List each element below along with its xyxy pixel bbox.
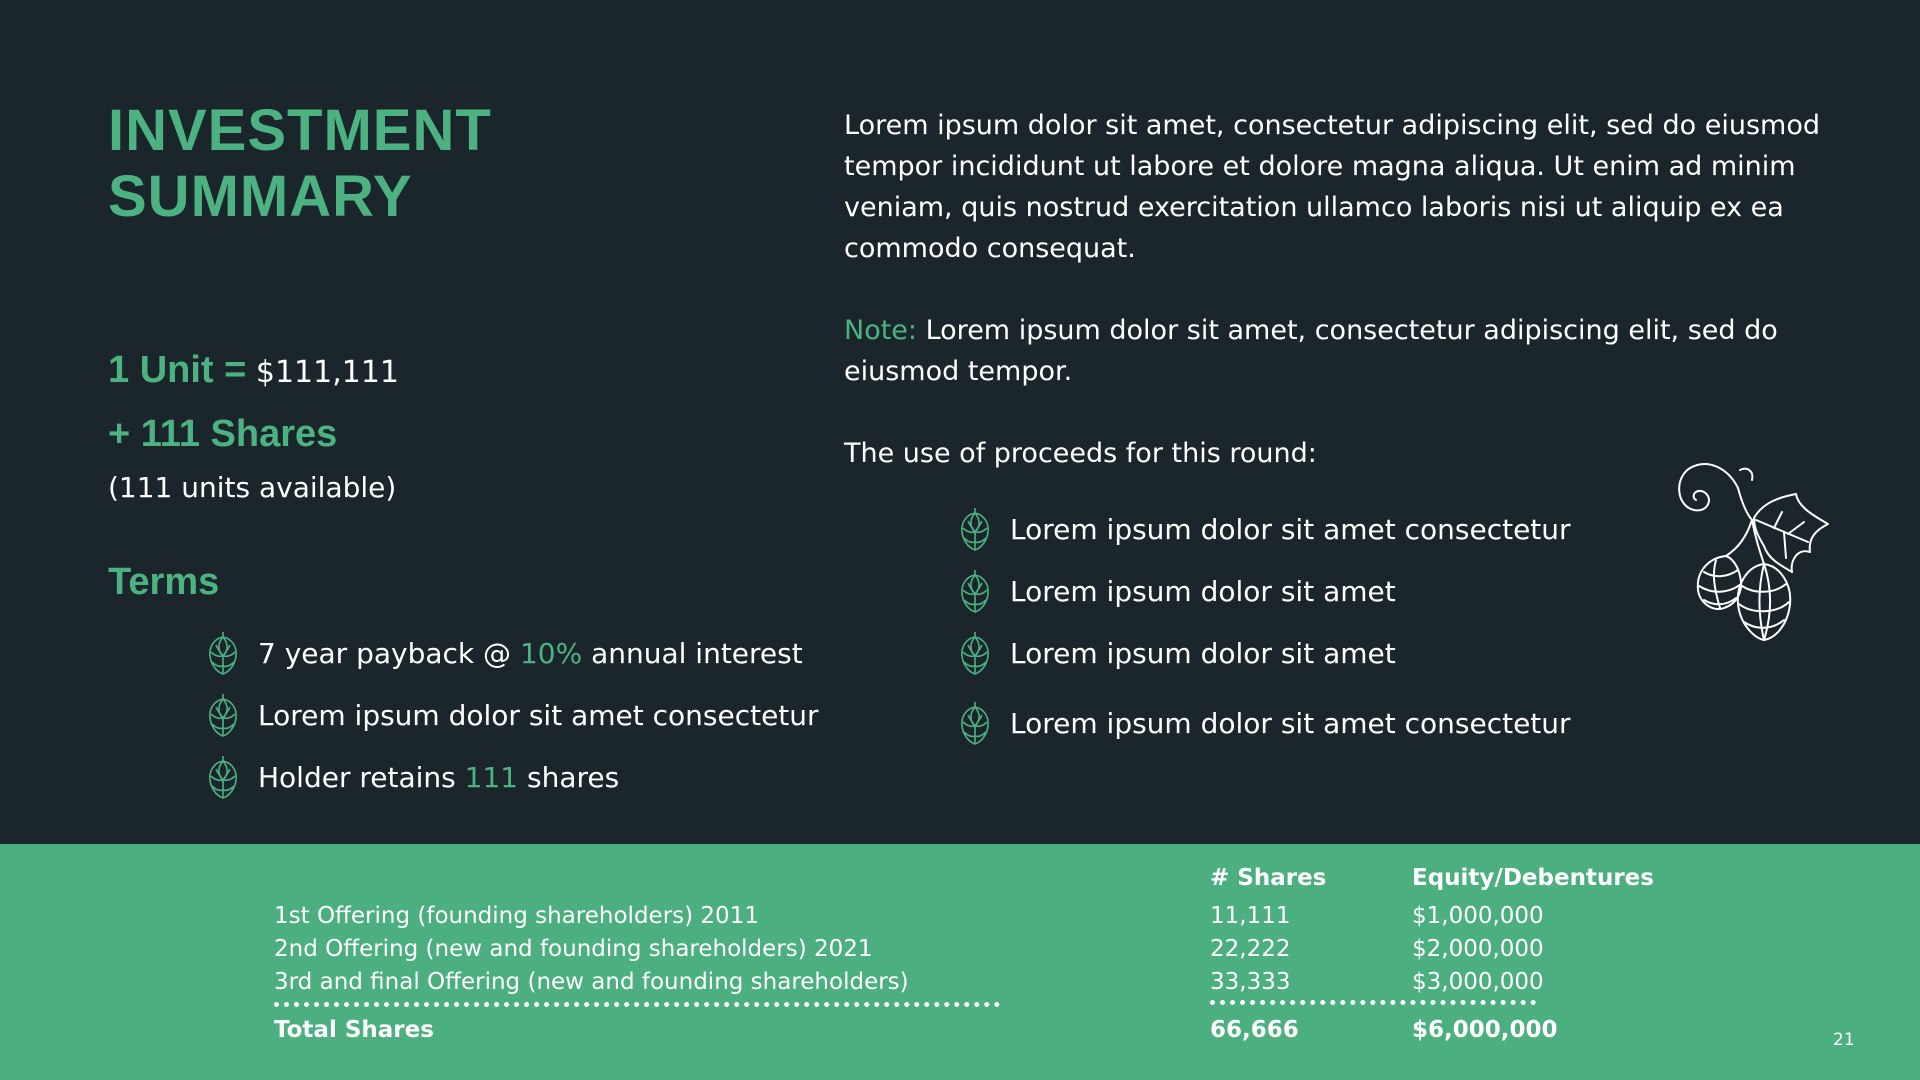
hop-cone-icon	[958, 568, 992, 614]
hop-cone-icon	[958, 700, 992, 746]
terms-item	[206, 630, 803, 676]
total-label: Total Shares	[274, 1017, 434, 1043]
shares-column-header: # Shares	[1210, 865, 1327, 891]
terms-heading: Terms	[108, 561, 220, 603]
unit-label: 1 Unit =	[108, 349, 247, 391]
total-divider	[1210, 1000, 1536, 1005]
unit-price: $111,111	[255, 355, 400, 390]
proceeds-item	[958, 700, 1571, 746]
total-equity: $6,000,000	[1412, 1017, 1558, 1043]
total-divider	[274, 1002, 1000, 1007]
offering-equity: $2,000,000	[1412, 936, 1544, 962]
description-paragraph: Lorem ipsum dolor sit amet, consectetur adipiscing elit, sed do eiusmod tempor incididunt ut labore et dolore magna aliqua. Ut enim ad minim veniam, quis nostrud exercitation ullamco laboris nisi ut aliquip ex ea commodo consequat.	[844, 110, 1821, 264]
total-shares: 66,666	[1210, 1017, 1299, 1043]
offering-shares: 22,222	[1210, 936, 1291, 962]
offering-equity: $3,000,000	[1412, 969, 1544, 995]
unit-price-line	[108, 348, 399, 395]
proceeds-item-text: Lorem ipsum dolor sit amet	[1010, 636, 1396, 670]
proceeds-item-text: Lorem ipsum dolor sit amet consectetur	[1010, 706, 1571, 740]
terms-item-text: Holder retains 111 shares	[258, 760, 620, 794]
offering-label: 1st Offering (founding shareholders) 2011	[274, 903, 759, 929]
hop-cone-icon	[206, 754, 240, 800]
note-text: Lorem ipsum dolor sit amet, consectetur adipiscing elit, sed do eiusmod tempor.	[844, 315, 1778, 387]
hop-cone-icon	[206, 630, 240, 676]
hops-illustration	[1668, 448, 1846, 648]
offering-shares: 11,111	[1210, 903, 1291, 929]
terms-item-text: 7 year payback @ 10% annual interest	[258, 636, 803, 670]
proceeds-item-text: Lorem ipsum dolor sit amet	[1010, 574, 1396, 608]
terms-item	[206, 692, 819, 738]
terms-item	[206, 754, 619, 800]
offering-label: 2nd Offering (new and founding shareholders) 2021	[274, 936, 873, 962]
note-paragraph	[844, 310, 1824, 392]
proceeds-intro: The use of proceeds for this round:	[844, 438, 1317, 469]
title-line-1: INVESTMENT	[108, 98, 492, 163]
page-title	[108, 98, 492, 230]
hop-cone-icon	[206, 692, 240, 738]
offering-equity: $1,000,000	[1412, 903, 1544, 929]
terms-item-text: Lorem ipsum dolor sit amet consectetur	[258, 698, 819, 732]
proceeds-item	[958, 630, 1396, 676]
title-line-2: SUMMARY	[108, 164, 413, 229]
offering-label: 3rd and final Offering (new and founding shareholders)	[274, 969, 909, 995]
offering-table	[0, 844, 1920, 1080]
shares-line: + 111 Shares	[108, 413, 338, 455]
proceeds-item	[958, 568, 1396, 614]
proceeds-item	[958, 506, 1571, 552]
hop-cone-icon	[958, 630, 992, 676]
offering-shares: 33,333	[1210, 969, 1291, 995]
units-available: (111 units available)	[108, 471, 397, 504]
note-label: Note:	[844, 315, 918, 346]
hop-cone-icon	[958, 506, 992, 552]
equity-column-header: Equity/Debentures	[1412, 865, 1654, 891]
page-number: 21	[1833, 1030, 1855, 1050]
proceeds-item-text: Lorem ipsum dolor sit amet consectetur	[1010, 512, 1571, 546]
